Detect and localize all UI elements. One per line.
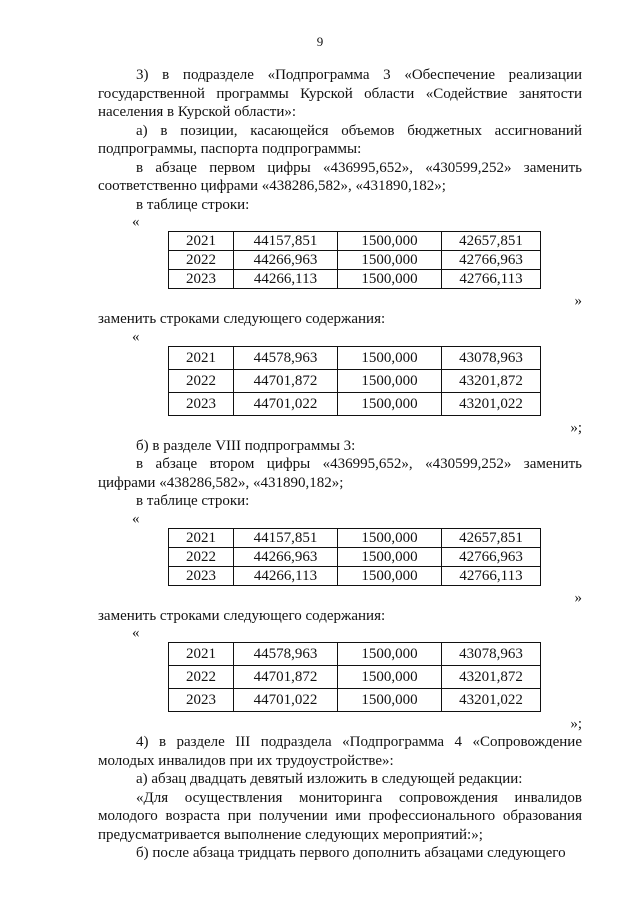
table-cell: 44266,113 xyxy=(234,566,338,585)
table-cell: 2023 xyxy=(169,566,234,585)
open-quote: « xyxy=(132,625,140,641)
table-cell: 2022 xyxy=(169,666,234,689)
table-cell: 1500,000 xyxy=(338,346,442,369)
table-cell: 1500,000 xyxy=(338,392,442,415)
table-old-rows-1 xyxy=(168,231,541,289)
paragraph-table-rows-label: в таблице строки: xyxy=(136,196,250,213)
table-row xyxy=(169,346,541,369)
table-row xyxy=(169,369,541,392)
table-cell: 44701,022 xyxy=(234,689,338,712)
paragraph-item-b-4: б) после абзаца тридцать первого дополнить абзацами следующего xyxy=(136,845,566,861)
paragraph-item-a-4: а) абзац двадцать девятый изложить в следующей редакции: xyxy=(136,771,523,787)
table-cell: 43078,963 xyxy=(442,346,541,369)
table-cell: 1500,000 xyxy=(338,566,442,585)
table-cell: 43201,022 xyxy=(442,689,541,712)
open-quote: « xyxy=(132,510,140,527)
table-row xyxy=(169,270,541,289)
paragraph-replace-label: заменить строками следующего содержания: xyxy=(98,311,386,327)
page-number: 9 xyxy=(316,34,324,49)
table-cell: 2021 xyxy=(169,232,234,251)
paragraph-second-abzac: в абзаце втором цифры «436995,652», «430599,252» заменить цифрами «438286,582», «431890,182»; xyxy=(98,456,582,491)
close-quote: » xyxy=(574,589,582,606)
table-row xyxy=(169,643,541,666)
table-cell: 44701,872 xyxy=(234,369,338,392)
table-cell: 42766,113 xyxy=(442,566,541,585)
paragraph-subsection-4: 4) в разделе III подраздела «Подпрограмма 4 «Сопровождение молодых инвалидов при их трудоустройстве»: xyxy=(98,734,582,769)
table-cell: 42657,851 xyxy=(442,232,541,251)
table-cell: 44157,851 xyxy=(234,528,338,547)
table-cell: 1500,000 xyxy=(338,232,442,251)
table-row xyxy=(169,547,541,566)
table-cell: 2021 xyxy=(169,528,234,547)
table-cell: 1500,000 xyxy=(338,666,442,689)
table-cell: 44701,022 xyxy=(234,392,338,415)
table-cell: 2021 xyxy=(169,643,234,666)
table-cell: 2022 xyxy=(169,251,234,270)
table-row xyxy=(169,666,541,689)
table-new-rows-2 xyxy=(168,642,541,712)
paragraph-quoted-text: «Для осуществления мониторинга сопровождения инвалидов молодого возраста при получении ими профессионального образования предусматривается выполнение следующих мероприятий:»; xyxy=(98,789,582,843)
table-cell: 2023 xyxy=(169,689,234,712)
table-cell: 2022 xyxy=(169,369,234,392)
table-cell: 2023 xyxy=(169,270,234,289)
table-cell: 44701,872 xyxy=(234,666,338,689)
document-body xyxy=(98,66,582,863)
table-cell: 2023 xyxy=(169,392,234,415)
open-quote: « xyxy=(132,328,140,345)
table-cell: 44266,963 xyxy=(234,251,338,270)
table-row xyxy=(169,392,541,415)
paragraph-table-rows-label: в таблице строки: xyxy=(136,493,250,509)
table-cell: 1500,000 xyxy=(338,643,442,666)
table-cell: 2021 xyxy=(169,346,234,369)
paragraph-item-b: б) в разделе VIII подпрограммы 3: xyxy=(136,437,356,454)
table-cell: 1500,000 xyxy=(338,270,442,289)
table-cell: 44266,113 xyxy=(234,270,338,289)
table-cell: 1500,000 xyxy=(338,689,442,712)
paragraph-first-abzac: в абзаце первом цифры «436995,652», «430599,252» заменить соответственно цифрами «438286,582», «431890,182»; xyxy=(98,159,582,194)
table-cell: 2022 xyxy=(169,547,234,566)
table-cell: 42766,963 xyxy=(442,251,541,270)
table-cell: 44578,963 xyxy=(234,643,338,666)
table-row xyxy=(169,251,541,270)
paragraph-subsection-3: 3) в подразделе «Подпрограмма 3 «Обеспечение реализации государственной программы Курской области «Содействие занятости населения в Курской области»: xyxy=(98,67,582,120)
table-cell: 44266,963 xyxy=(234,547,338,566)
table-cell: 43201,872 xyxy=(442,666,541,689)
table-cell: 44157,851 xyxy=(234,232,338,251)
table-row xyxy=(169,689,541,712)
table-cell: 1500,000 xyxy=(338,547,442,566)
table-row xyxy=(169,528,541,547)
table-cell: 1500,000 xyxy=(338,251,442,270)
close-quote: »; xyxy=(570,419,582,436)
table-cell: 43201,872 xyxy=(442,369,541,392)
table-cell: 42766,113 xyxy=(442,270,541,289)
table-old-rows-2 xyxy=(168,528,541,586)
open-quote: « xyxy=(132,214,140,230)
paragraph-item-a: а) в позиции, касающейся объемов бюджетных ассигнований подпрограммы, паспорта подпрограммы: xyxy=(98,122,582,157)
close-quote: » xyxy=(574,293,582,309)
table-row xyxy=(169,232,541,251)
paragraph-replace-label: заменить строками следующего содержания: xyxy=(98,607,386,624)
table-cell: 1500,000 xyxy=(338,369,442,392)
table-cell: 43201,022 xyxy=(442,392,541,415)
table-cell: 42766,963 xyxy=(442,547,541,566)
table-cell: 1500,000 xyxy=(338,528,442,547)
table-cell: 43078,963 xyxy=(442,643,541,666)
table-row xyxy=(169,566,541,585)
table-cell: 42657,851 xyxy=(442,528,541,547)
table-cell: 44578,963 xyxy=(234,346,338,369)
table-new-rows-1 xyxy=(168,346,541,416)
close-quote: »; xyxy=(570,716,582,732)
